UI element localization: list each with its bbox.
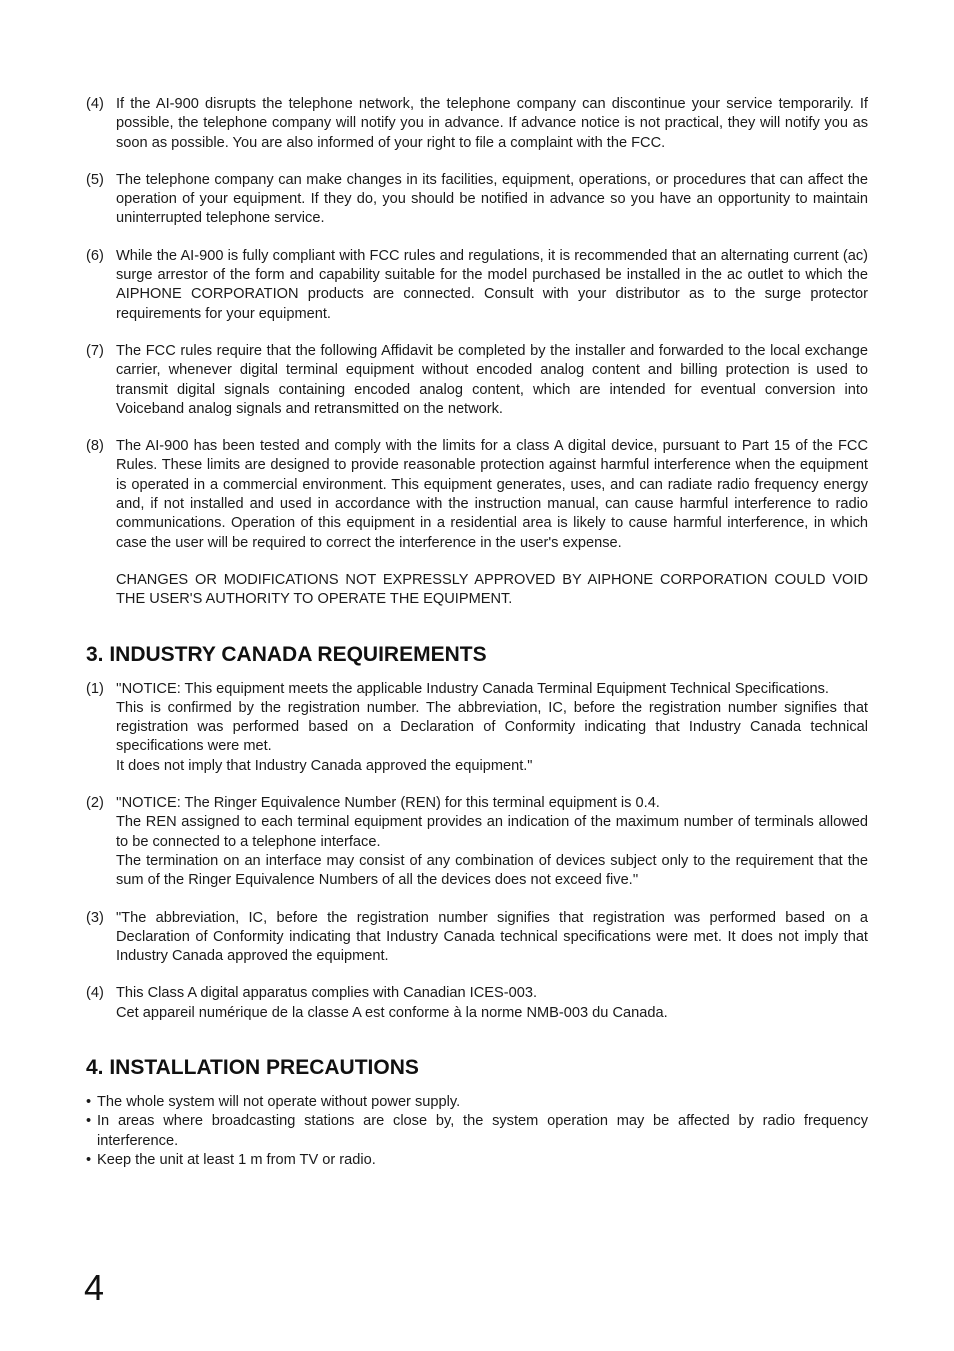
item-number: (7) <box>86 342 104 359</box>
item-number: (4) <box>86 96 104 112</box>
precautions-list <box>86 1093 868 1170</box>
item-text: Cet appareil numérique de la classe A est conforme à la norme NMB-003 du Canada. <box>116 1004 668 1021</box>
bullet-icon: • <box>86 1151 92 1168</box>
item-number: (6) <box>86 247 104 264</box>
item-text: ''NOTICE: The Ringer Equivalence Number (REN) for this terminal equipment is 0.4. <box>116 795 660 812</box>
item-text: The AI-900 has been tested and comply with the limits for a class A digital device, pursuant to Part 15 of the FCC Rules. These limits are designed to provide reasonable protection against harmful interference when the equipment is operated in a commercial environment. This equipment generates, uses, and can radiate radio frequency energy and, if not installed and used in accordance with the instruction manual, can cause harmful interference to radio communications. Operation of this equipment in a residential area is likely to cause harmful interference, in which case the user will be required to correct the interference in the user's expense. <box>116 438 868 551</box>
item-number: (3) <box>86 909 104 926</box>
ic-item-3 <box>86 909 868 967</box>
ic-item-4 <box>86 984 868 1023</box>
list-item <box>86 1093 868 1112</box>
manual-page <box>86 95 868 1170</box>
bullet-icon: • <box>86 1093 92 1110</box>
fcc-item-4 <box>86 95 868 153</box>
item-text: "The abbreviation, IC, before the registration number signifies that registration was performed based on a Declaration of Conformity indicating that Industry Canada technical specifications were met. It does not imply that Industry Canada approved the equipment. <box>116 909 868 965</box>
item-number: (8) <box>86 438 104 455</box>
fcc-item-5 <box>86 171 868 229</box>
item-text: While the AI-900 is fully compliant with FCC rules and regulations, it is recommended that an alternating current (ac) surge arrestor of the form and capability suitable for the model purchased be installed in the ac outlet to which the AIPHONE CORPORATION products are connected. Consult with your distributor as to the surge protector requirements for your equipment. <box>116 247 868 322</box>
ic-item-1 <box>86 680 868 776</box>
item-text: If the AI-900 disrupts the telephone network, the telephone company can discontinue your service temporarily. If possible, the telephone company will notify you in advance. If advance notice is not practical, they will notify you as soon as possible. You are also informed of your right to file a complaint with the FCC. <box>116 96 868 151</box>
item-text: ''NOTICE: This equipment meets the applicable Industry Canada Terminal Equipment Technical Specifications. <box>116 680 829 697</box>
fcc-requirements-list <box>86 95 868 610</box>
fcc-item-7 <box>86 342 868 419</box>
list-item <box>86 1151 868 1170</box>
item-text: The termination on an interface may consist of any combination of devices subject only to the requirement that the sum of the Ringer Equivalence Numbers of all the devices does not exceed five.'' <box>116 852 868 889</box>
bullet-icon: • <box>86 1113 92 1130</box>
industry-canada-list <box>86 680 868 1023</box>
item-text: The FCC rules require that the following Affidavit be completed by the installer and forwarded to the local exchange carrier, whenever digital terminal equipment without encoded analog content and billing protection is used to transmit digital signals containing encoded analog content, which are intended for eventual conversion into Voiceband analog signals and retransmitted on the network. <box>116 342 868 417</box>
list-item-text: Keep the unit at least 1 m from TV or radio. <box>97 1151 376 1168</box>
list-item-text: In areas where broadcasting stations are close by, the system operation may be affected by radio frequency interference. <box>97 1113 868 1149</box>
list-item-text: The whole system will not operate without power supply. <box>97 1093 461 1110</box>
page-number: 4 <box>84 1267 105 1308</box>
section-heading-industry-canada: 3. INDUSTRY CANADA REQUIREMENTS <box>86 642 487 666</box>
item-number: (5) <box>86 171 104 188</box>
item-number: (4) <box>86 985 104 1002</box>
item-number: (2) <box>86 795 104 812</box>
item-text: The telephone company can make changes in its facilities, equipment, operations, or procedures that can affect the operation of your equipment. If they do, you should be notified in advance so you have an opportunity to maintain uninterrupted telephone service. <box>116 171 868 227</box>
fcc-item-8 <box>86 437 868 609</box>
fcc-item-6 <box>86 247 868 324</box>
item-number: (1) <box>86 680 104 697</box>
list-item <box>86 1112 868 1151</box>
ic-item-2 <box>86 794 868 890</box>
item-text: This is confirmed by the registration number. The abbreviation, IC, before the registration number signifies that registration was performed based on a Declaration of Conformity indicating that Industry Canada technical specifications were met. <box>116 699 868 755</box>
modifications-warning: CHANGES OR MODIFICATIONS NOT EXPRESSLY APPROVED BY AIPHONE CORPORATION COULD VOID THE USER'S AUTHORITY TO OPERATE THE EQUIPMENT. <box>116 571 868 608</box>
item-text: This Class A digital apparatus complies with Canadian ICES-003. <box>116 985 538 1002</box>
item-text: The REN assigned to each terminal equipment provides an indication of the maximum number of terminals allowed to be connected to a telephone interface. <box>116 814 868 850</box>
section-heading-installation-precautions: 4. INSTALLATION PRECAUTIONS <box>86 1055 419 1079</box>
item-text: It does not imply that Industry Canada approved the equipment." <box>116 757 533 774</box>
